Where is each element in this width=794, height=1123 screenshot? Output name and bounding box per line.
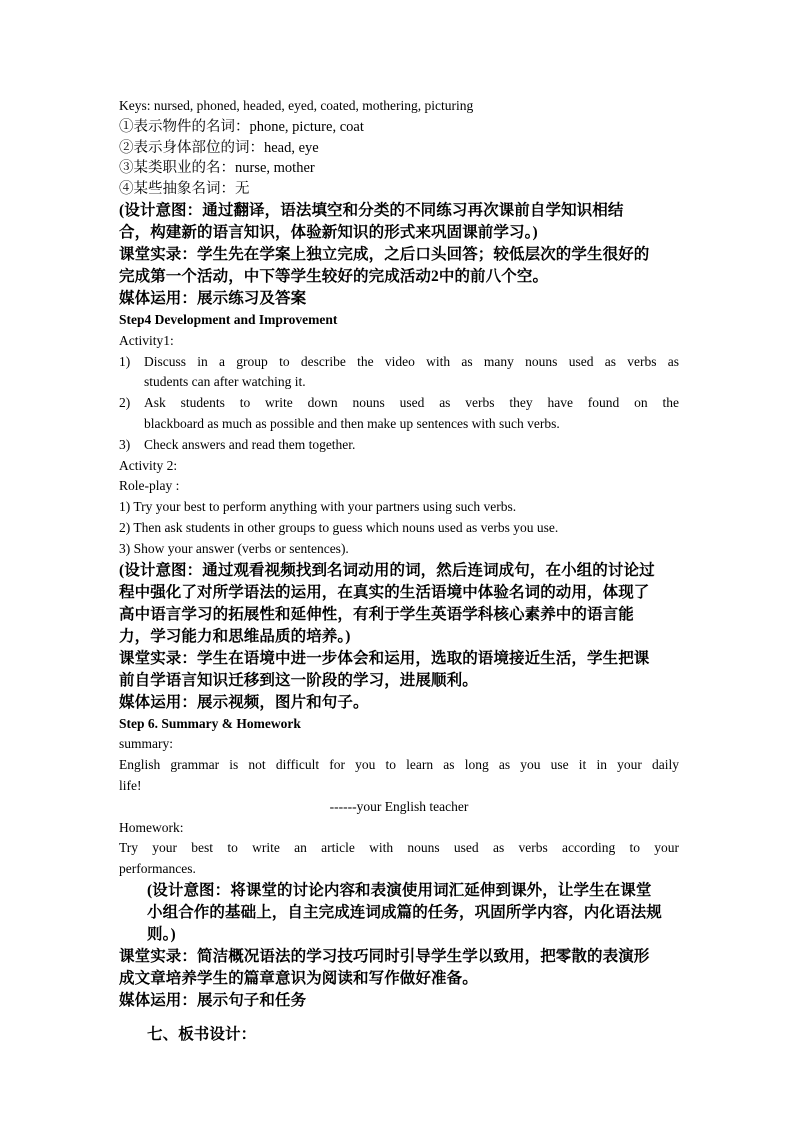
design-intent-2-line-3: 高中语言学习的拓展性和延伸性，有利于学生英语学科核心素养中的语言能 [119,605,634,623]
section-7-heading: 七、板书设计： [147,1025,257,1043]
activity1-item-3 [119,435,679,456]
class-record-2-line-1: 课堂实录：学生在语境中进一步体会和运用，选取的语境接近生活，学生把课 [119,649,650,667]
item-text: Discuss in a group to describe the video with as many nouns used as verbs as [144,353,679,369]
design-intent-2-line-2: 程中强化了对所学语法的运用，在真实的生活语境中体验名词的动用，体现了 [119,583,650,601]
category-2: ②表示身体部位的词：head, eye [119,139,319,156]
activity2-label: Activity 2: [119,457,178,473]
document-page [119,96,679,1046]
class-record-3-line-2: 成文章培养学生的篇章意识为阅读和写作做好准备。 [119,969,478,987]
activity2-item-3: 3) Show your answer (verbs or sentences). [119,540,349,556]
class-record-1-line-2: 完成第一个活动，中下等学生较好的完成活动2中的前八个空。 [119,267,549,285]
activity2-item-2: 2) Then ask students in other groups to guess which nouns used as verbs you use. [119,519,559,535]
design-intent-2-line-4: 力，学习能力和思维品质的培养。) [119,627,351,645]
media-use-2: 媒体运用：展示视频，图片和句子。 [119,693,369,711]
category-1: ①表示物件的名词：phone, picture, coat [119,118,364,135]
category-4: ④某些抽象名词：无 [119,181,250,198]
class-record-3-line-1: 课堂实录：简洁概况语法的学习技巧同时引导学生学以致用，把零散的表演形 [119,947,650,965]
item-text: Ask students to write down nouns used as verbs they have found on the [144,395,679,411]
summary-text-line-1: English grammar is not difficult for you to learn as long as you use it in your daily [119,757,679,773]
design-intent-3-line-3: 则。) [147,925,176,943]
roleplay-label: Role-play : [119,478,180,494]
class-record-1-line-1: 课堂实录：学生先在学案上独立完成，之后口头回答；较低层次的学生很好的 [119,245,650,263]
activity2-item-1: 1) Try your best to perform anything with your partners using such verbs. [119,499,517,515]
summary-label: summary: [119,736,173,752]
activity1-item-2-cont: blackboard as much as possible and then make up sentences with such verbs. [144,415,560,431]
category-3: ③某类职业的名：nurse, mother [119,160,315,177]
homework-text-line-2: performances. [119,861,196,877]
homework-label: Homework: [119,819,184,835]
keys-line: Keys: nursed, phoned, headed, eyed, coated, mothering, picturing [119,98,474,113]
summary-text-line-2: life! [119,777,142,793]
activity1-item-1-cont: students can after watching it. [144,374,306,390]
design-intent-1-line-1: (设计意图：通过翻译，语法填空和分类的不同练习再次课前自学知识相结 [119,201,624,219]
design-intent-1-line-2: 合，构建新的语言知识，体验新知识的形式来巩固课前学习。) [119,223,538,241]
activity1-item-2 [119,393,679,414]
design-intent-3-line-2: 小组合作的基础上，自主完成连词成篇的任务，巩固所学内容，内化语法规 [147,903,662,921]
step6-heading: Step 6. Summary & Homework [119,715,301,731]
item-number: 2) [119,395,131,411]
media-use-1: 媒体运用：展示练习及答案 [119,289,307,307]
class-record-2-line-2: 前自学语言知识迁移到这一阶段的学习，进展顺利。 [119,671,478,689]
step4-heading: Step4 Development and Improvement [119,311,338,327]
item-number: 1) [119,353,131,369]
activity1-item-1 [119,352,679,373]
item-number: 3) [119,436,131,452]
design-intent-3-line-1: (设计意图：将课堂的讨论内容和表演使用词汇延伸到课外，让学生在课堂 [147,881,652,899]
teacher-signature: ------your English teacher [329,798,469,814]
media-use-3: 媒体运用：展示句子和任务 [119,991,307,1009]
design-intent-2-line-1: (设计意图：通过观看视频找到名词动用的词，然后连词成句，在小组的讨论过 [119,561,655,579]
homework-text-line-1: Try your best to write an article with nouns used as verbs according to your [119,840,679,856]
item-text: Check answers and read them together. [144,436,356,452]
activity1-label: Activity1: [119,332,174,348]
